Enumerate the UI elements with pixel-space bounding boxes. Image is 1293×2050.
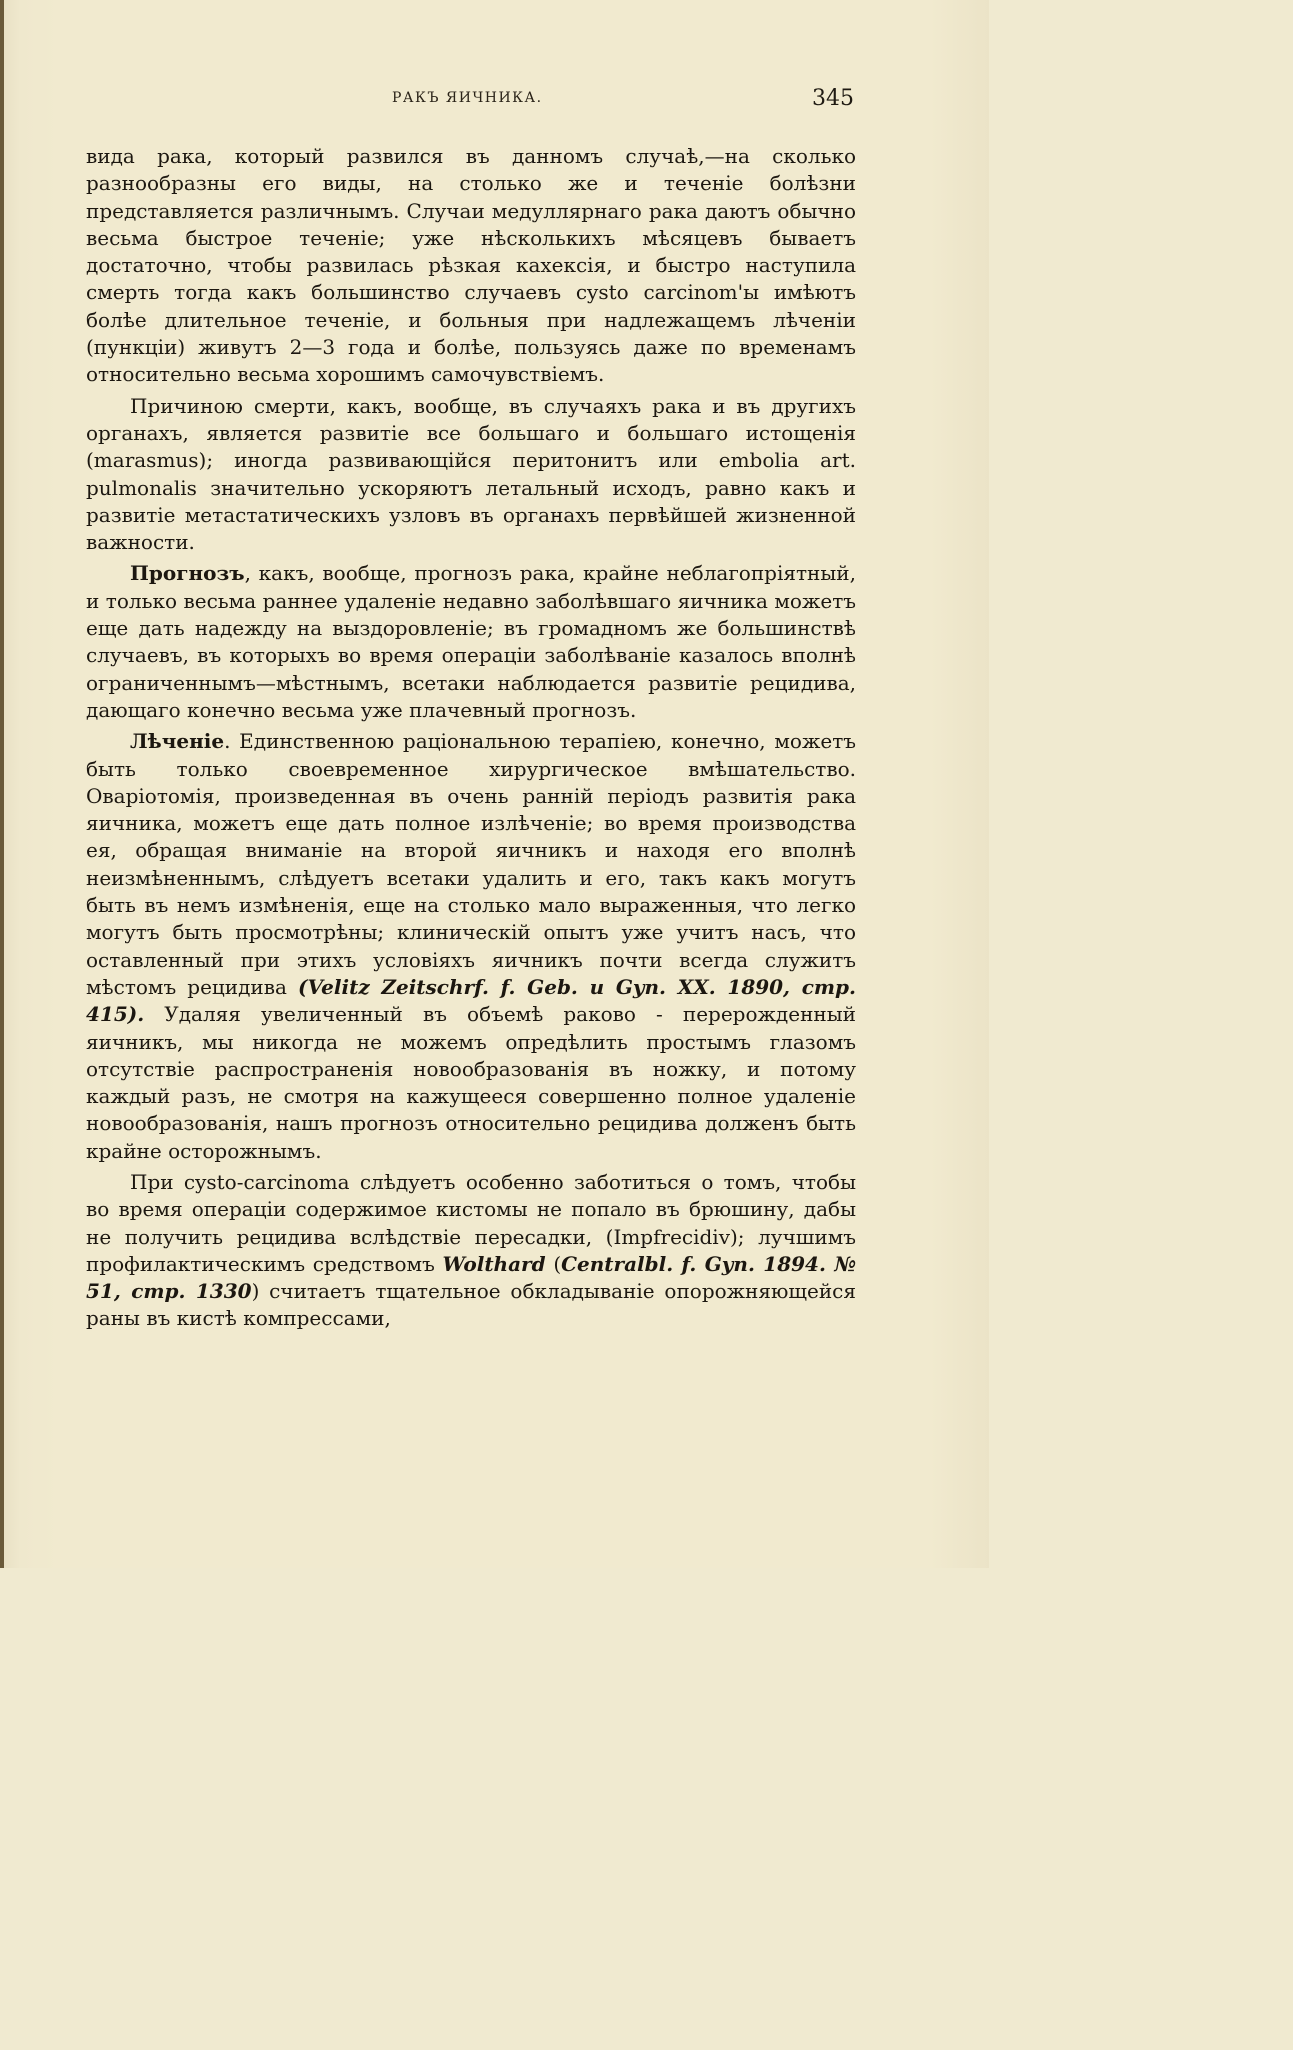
- paragraph-5-text-c: ) считаетъ тщательное обкладываніе опорожняющейся раны въ кистѣ компрессами,: [86, 1279, 856, 1331]
- paragraph-5-author: Wolthard: [442, 1251, 546, 1276]
- paragraph-5-text-a: При cysto-carcinoma слѣдуетъ особенно заботиться о томъ, чтобы во время операціи содержимое кистомы не попало въ брюшину, дабы не получить рецидива вслѣдствіе пересадки, (Impfrecidiv); лучшимъ профилактическимъ средствомъ: [86, 1169, 856, 1276]
- page-binding-edge: [0, 0, 4, 1568]
- paragraph-2-text: Причиною смерти, какъ, вообще, въ случаяхъ рака и въ другихъ органахъ, является развитіе все большаго и большаго истощенія (marasmus); иногда развивающійся перитонитъ или embolia art. pulmonalis значительно ускоряютъ летальный исходъ, равно какъ и развитіе метастатическихъ узловъ въ органахъ первѣйшей жизненной важности.: [86, 393, 856, 555]
- paragraph-1: [86, 143, 856, 389]
- paragraph-5-citation: Centralbl. f. Gyn. 1894. № 51, стр. 1330: [86, 1251, 856, 1304]
- paragraph-4-heading: Лѣченіе: [130, 729, 225, 754]
- paragraph-4-citation: (Velitz Zeitschrf. f. Geb. u Gyn. XX. 1890, стр. 415).: [86, 974, 856, 1027]
- paragraph-3-text: , какъ, вообще, прогнозъ рака, крайне неблагопріятный, и только весьма раннее удаленіе недавно заболѣвшаго яичника можетъ еще дать надежду на выздоровленіе; въ громадномъ же большинствѣ случаевъ, въ которыхъ во время операціи заболѣваніе казалось вполнѣ ограниченнымъ—мѣстнымъ, всетаки наблюдается развитіе рецидива, дающаго конечно весьма уже плачевный прогнозъ.: [86, 561, 856, 722]
- paragraph-3-heading: Прогнозъ: [130, 561, 245, 586]
- paragraph-5: [86, 1169, 856, 1333]
- running-title: РАКЪ ЯИЧНИКА.: [392, 90, 543, 106]
- page-header: [0, 88, 989, 118]
- paragraph-4-text-b: Удаляя увеличенный въ объемѣ раково - перерожденный яичникъ, мы никогда не можемъ опредѣлить простымъ глазомъ отсутствіе распространенія новообразованія въ ножку, и потому каждый разъ, не смотря на кажущееся совершенно полное удаленіе новообразованія, нашъ прогнозъ относительно рецидива долженъ быть крайне осторожнымъ.: [86, 1002, 856, 1163]
- paragraph-5-text-b: (: [545, 1251, 562, 1276]
- paragraph-2: [86, 393, 856, 557]
- page-number: 345: [812, 86, 854, 111]
- paragraph-4-text-a: . Единственною раціональною терапіею, конечно, можетъ быть только своевременное хирургическое вмѣшательство. Оваріотомія, произведенная въ очень ранній періодъ развитія рака яичника, можетъ еще дать полное излѣченіе; во время производства ея, обращая вниманіе на второй яичникъ и находя его вполнѣ неизмѣненнымъ, слѣдуетъ всетаки удалить и его, такъ какъ могутъ быть въ немъ измѣненія, еще на столько мало выраженныя, что легко могутъ быть просмотрѣны; клиническій опытъ уже учитъ насъ, что оставленный при этихъ условіяхъ яичникъ почти всегда служитъ мѣстомъ рецидива: [86, 729, 856, 999]
- paragraph-4: [86, 728, 856, 1165]
- paragraph-1-text: вида рака, который развился въ данномъ случаѣ,—на сколько разнообразны его виды, на столько же и теченіе болѣзни представляется различнымъ. Случаи медуллярнаго рака даютъ обычно весьма быстрое теченіе; уже нѣсколькихъ мѣсяцевъ бываетъ достаточно, чтобы развилась рѣзкая кахексія, и быстро наступила смерть тогда какъ большинство случаевъ cysto carcinom'ы имѣютъ болѣе длительное теченіе, и больныя при надлежащемъ лѣченіи (пункціи) живутъ 2—3 года и болѣе, пользуясь даже по временамъ относительно весьма хорошимъ самочувствіемъ.: [86, 144, 856, 387]
- paragraph-3: [86, 560, 856, 724]
- body-text: [86, 143, 856, 1337]
